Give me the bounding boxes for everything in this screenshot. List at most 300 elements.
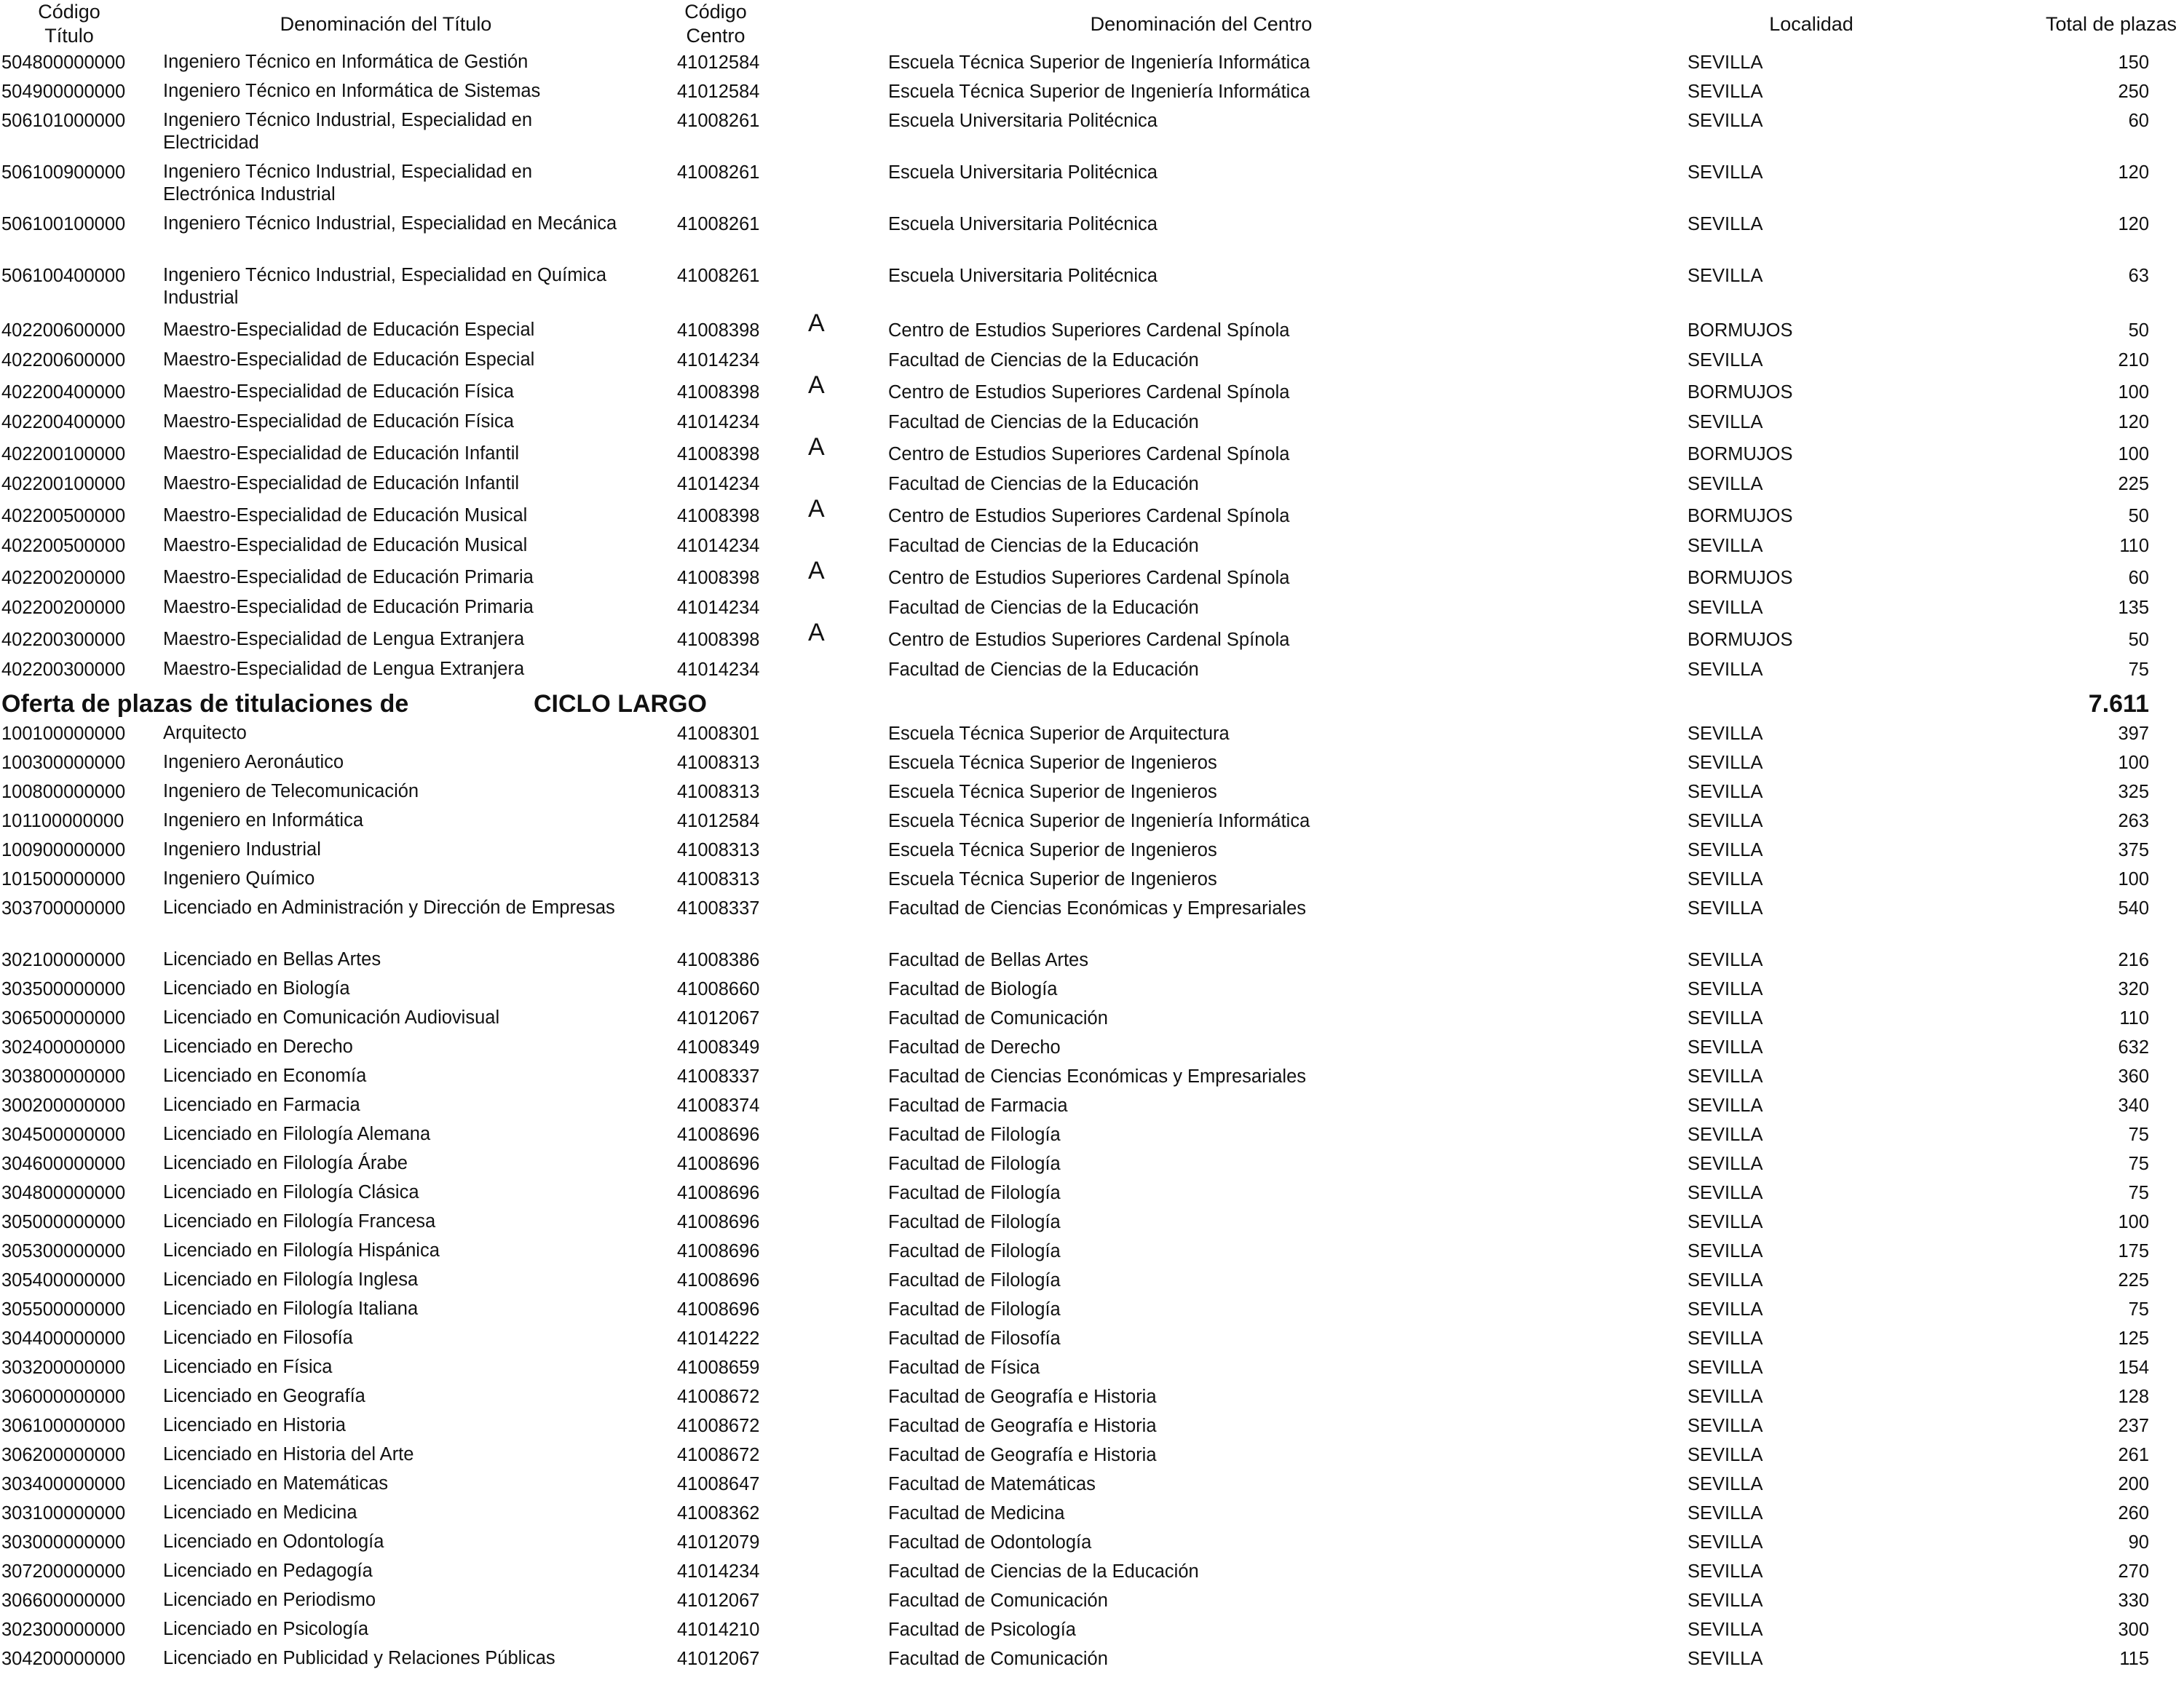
cell-denominacion-centro: Escuela Técnica Superior de Ingeniería Informática (888, 82, 1310, 102)
cell-codigo-centro: 41014222 (677, 1328, 760, 1349)
cell-denominacion-centro: Facultad de Filología (888, 1212, 1061, 1232)
cell-denominacion-titulo: Maestro-Especialidad de Educación Especial (163, 349, 535, 370)
cell-denominacion-titulo: Maestro-Especialidad de Educación Primaria (163, 567, 534, 587)
cell-total-plazas: 225 (2118, 474, 2149, 494)
table-row (0, 780, 2184, 809)
cell-codigo-titulo: 303500000000 (1, 979, 126, 999)
cell-codigo-titulo: 300200000000 (1, 1095, 126, 1116)
cell-total-plazas: 60 (2128, 111, 2149, 131)
cell-total-plazas: 100 (2118, 444, 2149, 464)
cell-codigo-centro: 41008261 (677, 111, 760, 131)
cell-total-plazas: 50 (2128, 320, 2149, 341)
cell-codigo-centro: 41008696 (677, 1241, 760, 1261)
table-row (0, 948, 2184, 978)
cell-codigo-centro: 41014234 (677, 474, 760, 494)
cell-codigo-centro: 41008313 (677, 869, 760, 889)
cell-localidad: BORMUJOS (1688, 506, 1793, 526)
cell-codigo-centro: 41014234 (677, 1561, 760, 1582)
cell-localidad: SEVILLA (1688, 111, 1763, 131)
cell-codigo-titulo: 304200000000 (1, 1649, 126, 1669)
table-row (0, 1356, 2184, 1385)
cell-denominacion-titulo: Maestro-Especialidad de Educación Infantil (163, 443, 520, 464)
cell-codigo-centro: 41008647 (677, 1474, 760, 1494)
cell-denominacion-centro: Facultad de Ciencias de la Educación (888, 598, 1199, 618)
cell-denominacion-titulo: Maestro-Especialidad de Educación Musical (163, 535, 528, 555)
cell-denominacion-centro: Escuela Universitaria Politécnica (888, 214, 1158, 234)
cell-total-plazas: 75 (2128, 659, 2149, 680)
cell-denominacion-centro: Facultad de Filosofía (888, 1328, 1061, 1349)
cell-codigo-titulo: 100900000000 (1, 840, 126, 860)
section-heading-ciclo-largo (0, 687, 2184, 722)
cell-denominacion-titulo: Maestro-Especialidad de Lengua Extranjera (163, 629, 525, 649)
cell-codigo-centro: 41008398 (677, 444, 760, 464)
cell-codigo-titulo: 402200600000 (1, 350, 126, 371)
table-row (0, 1152, 2184, 1181)
cell-codigo-titulo: 302300000000 (1, 1620, 126, 1640)
cell-localidad: SEVILLA (1688, 598, 1763, 618)
cell-codigo-centro: 41008362 (677, 1503, 760, 1523)
cell-localidad: SEVILLA (1688, 1561, 1763, 1582)
cell-denominacion-centro: Facultad de Filología (888, 1183, 1061, 1203)
cell-codigo-titulo: 303000000000 (1, 1532, 126, 1553)
cell-codigo-titulo: 306200000000 (1, 1445, 126, 1465)
table-row (0, 433, 2184, 472)
cell-codigo-centro: 41008672 (677, 1387, 760, 1407)
cell-codigo-centro: 41008398 (677, 506, 760, 526)
cell-denominacion-centro: Centro de Estudios Superiores Cardenal Spínola (888, 506, 1290, 526)
cell-denominacion-centro: Facultad de Ciencias de la Educación (888, 350, 1199, 371)
cell-denominacion-centro: Facultad de Geografía e Historia (888, 1387, 1157, 1407)
cell-denominacion-titulo: Maestro-Especialidad de Educación Musical (163, 505, 528, 526)
cell-codigo-titulo: 307200000000 (1, 1561, 126, 1582)
cell-total-plazas: 216 (2118, 950, 2149, 970)
cell-codigo-centro: 41008261 (677, 162, 760, 183)
cell-codigo-centro: 41008398 (677, 568, 760, 588)
cell-codigo-titulo: 402200200000 (1, 568, 126, 588)
table-row (0, 495, 2184, 534)
cell-total-plazas: 225 (2118, 1270, 2149, 1291)
cell-denominacion-centro: Facultad de Física (888, 1358, 1040, 1378)
cell-denominacion-titulo: Ingeniero Técnico Industrial, Especialidad en Mecánica (163, 213, 617, 234)
cell-localidad: SEVILLA (1688, 1066, 1763, 1087)
cell-codigo-centro: 41012584 (677, 52, 760, 73)
cell-localidad: SEVILLA (1688, 659, 1763, 680)
cell-codigo-centro: 41008374 (677, 1095, 760, 1116)
cell-denominacion-titulo: Licenciado en Filología Clásica (163, 1182, 419, 1202)
cell-codigo-titulo: 100800000000 (1, 782, 126, 802)
table-row (0, 1443, 2184, 1473)
cell-denominacion-titulo: Licenciado en Periodismo (163, 1590, 376, 1610)
cell-total-plazas: 320 (2118, 979, 2149, 999)
cell-denominacion-titulo: Licenciado en Filología Francesa (163, 1211, 436, 1232)
table-row (0, 1240, 2184, 1269)
table-row (0, 80, 2184, 109)
cell-codigo-centro: 41008696 (677, 1212, 760, 1232)
table-row (0, 213, 2184, 264)
cell-denominacion-centro: Facultad de Derecho (888, 1037, 1061, 1058)
cell-codigo-titulo: 402200400000 (1, 382, 126, 403)
header-codigo-centro (668, 0, 763, 48)
table-row (0, 1094, 2184, 1123)
cell-localidad: SEVILLA (1688, 840, 1763, 860)
cell-denominacion-centro: Facultad de Ciencias de la Educación (888, 1561, 1199, 1582)
cell-total-plazas: 260 (2118, 1503, 2149, 1523)
section-total: 7.611 (2088, 690, 2149, 718)
cell-total-plazas: 300 (2118, 1620, 2149, 1640)
cell-codigo-titulo: 303800000000 (1, 1066, 126, 1087)
cell-denominacion-centro: Facultad de Filología (888, 1125, 1061, 1145)
cell-denominacion-centro: Facultad de Comunicación (888, 1649, 1108, 1669)
cell-codigo-titulo: 504800000000 (1, 52, 126, 73)
cell-codigo-centro: 41012584 (677, 82, 760, 102)
table-row (0, 1618, 2184, 1647)
cell-codigo-centro: 41014234 (677, 659, 760, 680)
cell-total-plazas: 90 (2128, 1532, 2149, 1553)
table-row (0, 349, 2184, 378)
cell-denominacion-titulo: Licenciado en Filosofía (163, 1328, 353, 1348)
cell-total-plazas: 210 (2118, 350, 2149, 371)
cell-codigo-centro: 41014234 (677, 598, 760, 618)
cell-localidad: SEVILLA (1688, 1299, 1763, 1320)
cell-localidad: SEVILLA (1688, 474, 1763, 494)
cell-denominacion-titulo: Ingeniero Técnico Industrial, Especialidad en Electrónica Industrial (163, 162, 533, 205)
cell-localidad: BORMUJOS (1688, 382, 1793, 403)
cell-centro-flag: A (808, 433, 825, 461)
cell-codigo-centro: 41014234 (677, 350, 760, 371)
cell-codigo-titulo: 402200300000 (1, 630, 126, 650)
cell-denominacion-titulo: Licenciado en Geografía (163, 1386, 365, 1406)
cell-total-plazas: 200 (2118, 1474, 2149, 1494)
table-row (0, 596, 2184, 625)
cell-denominacion-centro: Facultad de Bellas Artes (888, 950, 1088, 970)
table-row (0, 619, 2184, 658)
header-codigo-centro-line1: Código (684, 1, 747, 23)
cell-total-plazas: 340 (2118, 1095, 2149, 1116)
cell-localidad: SEVILLA (1688, 782, 1763, 802)
cell-total-plazas: 270 (2118, 1561, 2149, 1582)
cell-codigo-titulo: 304500000000 (1, 1125, 126, 1145)
cell-denominacion-centro: Escuela Técnica Superior de Ingeniería Informática (888, 52, 1310, 73)
cell-localidad: SEVILLA (1688, 1416, 1763, 1436)
cell-codigo-titulo: 504900000000 (1, 82, 126, 102)
cell-codigo-centro: 41008398 (677, 382, 760, 403)
cell-total-plazas: 250 (2118, 82, 2149, 102)
cell-total-plazas: 360 (2118, 1066, 2149, 1087)
cell-codigo-centro: 41012079 (677, 1532, 760, 1553)
cell-localidad: SEVILLA (1688, 753, 1763, 773)
table-row (0, 1123, 2184, 1152)
cell-total-plazas: 135 (2118, 598, 2149, 618)
table-row (0, 264, 2184, 316)
cell-denominacion-centro: Facultad de Filología (888, 1299, 1061, 1320)
cell-total-plazas: 75 (2128, 1299, 2149, 1320)
cell-codigo-centro: 41008672 (677, 1416, 760, 1436)
cell-codigo-titulo: 305300000000 (1, 1241, 126, 1261)
cell-denominacion-centro: Escuela Técnica Superior de Ingenieros (888, 840, 1217, 860)
cell-localidad: SEVILLA (1688, 214, 1763, 234)
table-row (0, 472, 2184, 502)
cell-denominacion-centro: Facultad de Geografía e Historia (888, 1416, 1157, 1436)
cell-total-plazas: 63 (2128, 266, 2149, 286)
cell-total-plazas: 237 (2118, 1416, 2149, 1436)
cell-codigo-titulo: 402200500000 (1, 536, 126, 556)
cell-total-plazas: 154 (2118, 1358, 2149, 1378)
cell-denominacion-titulo: Maestro-Especialidad de Educación Física (163, 411, 514, 432)
cell-total-plazas: 110 (2119, 1008, 2149, 1029)
cell-denominacion-titulo: Ingeniero Técnico Industrial, Especialidad en Química Industrial (163, 265, 607, 308)
cell-denominacion-centro: Centro de Estudios Superiores Cardenal Spínola (888, 630, 1290, 650)
cell-denominacion-centro: Facultad de Geografía e Historia (888, 1445, 1157, 1465)
cell-denominacion-titulo: Ingeniero Químico (163, 868, 315, 889)
cell-localidad: SEVILLA (1688, 869, 1763, 889)
cell-denominacion-titulo: Licenciado en Filología Alemana (163, 1124, 431, 1144)
cell-localidad: SEVILLA (1688, 1649, 1763, 1669)
cell-denominacion-titulo: Maestro-Especialidad de Educación Especial (163, 320, 535, 340)
cell-denominacion-centro: Escuela Universitaria Politécnica (888, 266, 1158, 286)
cell-localidad: BORMUJOS (1688, 444, 1793, 464)
cell-total-plazas: 125 (2118, 1328, 2149, 1349)
cell-localidad: SEVILLA (1688, 1387, 1763, 1407)
cell-codigo-titulo: 402200100000 (1, 444, 126, 464)
cell-codigo-centro: 41008313 (677, 753, 760, 773)
cell-centro-flag: A (808, 619, 825, 646)
table-row (0, 371, 2184, 411)
table-row (0, 1502, 2184, 1531)
cell-denominacion-titulo: Licenciado en Biología (163, 978, 350, 999)
cell-localidad: SEVILLA (1688, 1241, 1763, 1261)
cell-codigo-centro: 41008337 (677, 1066, 760, 1087)
cell-denominacion-centro: Facultad de Filología (888, 1270, 1061, 1291)
table-row (0, 1007, 2184, 1036)
cell-localidad: SEVILLA (1688, 1503, 1763, 1523)
cell-denominacion-centro: Facultad de Ciencias de la Educación (888, 536, 1199, 556)
cell-codigo-centro: 41008672 (677, 1445, 760, 1465)
cell-total-plazas: 325 (2118, 782, 2149, 802)
cell-denominacion-centro: Centro de Estudios Superiores Cardenal Spínola (888, 568, 1290, 588)
cell-denominacion-titulo: Ingeniero en Informática (163, 810, 363, 831)
cell-denominacion-centro: Facultad de Medicina (888, 1503, 1065, 1523)
cell-codigo-titulo: 304400000000 (1, 1328, 126, 1349)
cell-total-plazas: 100 (2118, 869, 2149, 889)
cell-localidad: SEVILLA (1688, 1532, 1763, 1553)
cell-total-plazas: 397 (2118, 724, 2149, 744)
cell-denominacion-titulo: Licenciado en Filología Italiana (163, 1299, 419, 1319)
cell-denominacion-centro: Facultad de Filología (888, 1241, 1061, 1261)
cell-denominacion-centro: Facultad de Comunicación (888, 1590, 1108, 1611)
cell-denominacion-titulo: Maestro-Especialidad de Lengua Extranjera (163, 659, 525, 679)
cell-localidad: SEVILLA (1688, 1037, 1763, 1058)
table-row (0, 1036, 2184, 1065)
table-row (0, 751, 2184, 780)
cell-codigo-titulo: 304600000000 (1, 1154, 126, 1174)
cell-codigo-centro: 41008337 (677, 898, 760, 919)
cell-denominacion-centro: Facultad de Biología (888, 979, 1058, 999)
cell-codigo-titulo: 402200300000 (1, 659, 126, 680)
cell-localidad: SEVILLA (1688, 412, 1763, 432)
section-label: Oferta de plazas de titulaciones de (1, 690, 409, 718)
header-denominacion-centro: Denominación del Centro (1090, 13, 1313, 35)
table-row (0, 411, 2184, 440)
cell-denominacion-centro: Facultad de Ciencias de la Educación (888, 474, 1199, 494)
cell-denominacion-titulo: Licenciado en Publicidad y Relaciones Públicas (163, 1648, 555, 1668)
cell-localidad: SEVILLA (1688, 1154, 1763, 1174)
table-row (0, 1327, 2184, 1356)
cell-total-plazas: 100 (2118, 382, 2149, 403)
cell-denominacion-titulo: Ingeniero Industrial (163, 839, 321, 860)
cell-denominacion-centro: Facultad de Ciencias de la Educación (888, 659, 1199, 680)
cell-denominacion-titulo: Licenciado en Farmacia (163, 1095, 360, 1115)
cell-codigo-titulo: 306600000000 (1, 1590, 126, 1611)
cell-localidad: SEVILLA (1688, 52, 1763, 73)
cell-codigo-titulo: 100100000000 (1, 724, 126, 744)
header-denominacion-titulo: Denominación del Título (280, 13, 492, 35)
cell-denominacion-centro: Centro de Estudios Superiores Cardenal Spínola (888, 382, 1290, 403)
cell-localidad: SEVILLA (1688, 1328, 1763, 1349)
header-codigo-titulo-line2: Título (44, 25, 94, 47)
cell-denominacion-titulo: Licenciado en Historia del Arte (163, 1444, 414, 1465)
cell-localidad: SEVILLA (1688, 1095, 1763, 1116)
cell-codigo-titulo: 303200000000 (1, 1358, 126, 1378)
cell-codigo-centro: 41008398 (677, 320, 760, 341)
cell-denominacion-centro: Facultad de Comunicación (888, 1008, 1108, 1029)
cell-codigo-titulo: 402200400000 (1, 412, 126, 432)
cell-centro-flag: A (808, 495, 825, 523)
table-row (0, 1298, 2184, 1327)
table-row (0, 1210, 2184, 1240)
table-row (0, 897, 2184, 948)
cell-codigo-centro: 41008386 (677, 950, 760, 970)
cell-codigo-centro: 41012067 (677, 1590, 760, 1611)
cell-denominacion-centro: Facultad de Psicología (888, 1620, 1076, 1640)
cell-localidad: SEVILLA (1688, 1212, 1763, 1232)
cell-codigo-titulo: 306100000000 (1, 1416, 126, 1436)
cell-denominacion-centro: Facultad de Odontología (888, 1532, 1092, 1553)
table-row (0, 809, 2184, 839)
cell-denominacion-titulo: Licenciado en Odontología (163, 1532, 384, 1552)
cell-localidad: SEVILLA (1688, 1270, 1763, 1291)
cell-total-plazas: 261 (2118, 1445, 2149, 1465)
cell-total-plazas: 115 (2119, 1649, 2149, 1669)
cell-codigo-centro: 41008696 (677, 1270, 760, 1291)
cell-codigo-titulo: 506100100000 (1, 214, 126, 234)
cell-denominacion-titulo: Arquitecto (163, 723, 247, 743)
cell-codigo-centro: 41008398 (677, 630, 760, 650)
cell-codigo-titulo: 306000000000 (1, 1387, 126, 1407)
cell-codigo-centro: 41012067 (677, 1649, 760, 1669)
cell-codigo-centro: 41008313 (677, 782, 760, 802)
cell-denominacion-titulo: Licenciado en Medicina (163, 1502, 357, 1523)
cell-denominacion-centro: Escuela Técnica Superior de Ingeniería Informática (888, 811, 1310, 831)
cell-denominacion-centro: Escuela Técnica Superior de Ingenieros (888, 782, 1217, 802)
cell-denominacion-titulo: Maestro-Especialidad de Educación Infantil (163, 473, 520, 494)
table-row (0, 534, 2184, 563)
cell-localidad: BORMUJOS (1688, 320, 1793, 341)
table-row (0, 658, 2184, 687)
cell-codigo-centro: 41012067 (677, 1008, 760, 1029)
cell-localidad: SEVILLA (1688, 898, 1763, 919)
cell-denominacion-titulo: Maestro-Especialidad de Educación Primaria (163, 597, 534, 617)
table-header (0, 0, 2184, 55)
cell-codigo-centro: 41008313 (677, 840, 760, 860)
table-row (0, 51, 2184, 80)
cell-codigo-titulo: 506100400000 (1, 266, 126, 286)
cell-total-plazas: 50 (2128, 630, 2149, 650)
cell-denominacion-titulo: Licenciado en Pedagogía (163, 1561, 373, 1581)
cell-total-plazas: 540 (2118, 898, 2149, 919)
cell-codigo-centro: 41012584 (677, 811, 760, 831)
cell-denominacion-centro: Centro de Estudios Superiores Cardenal Spínola (888, 320, 1290, 341)
cell-denominacion-titulo: Licenciado en Administración y Dirección de Empresas (163, 898, 615, 918)
cell-codigo-titulo: 506100900000 (1, 162, 126, 183)
cell-localidad: SEVILLA (1688, 1183, 1763, 1203)
table-row (0, 309, 2184, 349)
cell-codigo-centro: 41008261 (677, 266, 760, 286)
cell-centro-flag: A (808, 371, 825, 399)
cell-total-plazas: 128 (2118, 1387, 2149, 1407)
header-localidad: Localidad (1769, 13, 1853, 35)
table-row (0, 109, 2184, 161)
header-total-plazas: Total de plazas (2045, 13, 2177, 35)
cell-codigo-titulo: 506101000000 (1, 111, 126, 131)
cell-codigo-centro: 41008696 (677, 1299, 760, 1320)
table-row (0, 722, 2184, 751)
cell-denominacion-titulo: Ingeniero Aeronáutico (163, 752, 344, 772)
cell-localidad: SEVILLA (1688, 979, 1763, 999)
cell-localidad: SEVILLA (1688, 1474, 1763, 1494)
cell-localidad: SEVILLA (1688, 1358, 1763, 1378)
cell-codigo-titulo: 304800000000 (1, 1183, 126, 1203)
table-row (0, 868, 2184, 897)
cell-centro-flag: A (808, 309, 825, 337)
table-row (0, 1531, 2184, 1560)
table-row (0, 1560, 2184, 1589)
cell-codigo-centro: 41008696 (677, 1183, 760, 1203)
table-row (0, 1589, 2184, 1618)
cell-denominacion-centro: Escuela Técnica Superior de Arquitectura (888, 724, 1230, 744)
cell-codigo-titulo: 100300000000 (1, 753, 126, 773)
cell-total-plazas: 175 (2118, 1241, 2149, 1261)
cell-codigo-titulo: 402200500000 (1, 506, 126, 526)
cell-total-plazas: 50 (2128, 506, 2149, 526)
cell-localidad: SEVILLA (1688, 536, 1763, 556)
cell-denominacion-titulo: Ingeniero Técnico en Informática de Gestión (163, 52, 529, 72)
cell-codigo-titulo: 305400000000 (1, 1270, 126, 1291)
cell-denominacion-titulo: Licenciado en Psicología (163, 1619, 369, 1639)
cell-total-plazas: 120 (2118, 162, 2149, 183)
cell-denominacion-titulo: Ingeniero Técnico Industrial, Especialidad en Electricidad (163, 110, 533, 153)
cell-denominacion-centro: Facultad de Filología (888, 1154, 1061, 1174)
cell-localidad: SEVILLA (1688, 724, 1763, 744)
cell-localidad: SEVILLA (1688, 350, 1763, 371)
table-row (0, 1414, 2184, 1443)
section-cycle: CICLO LARGO (534, 690, 707, 718)
header-codigo-centro-line2: Centro (686, 25, 745, 47)
cell-denominacion-centro: Centro de Estudios Superiores Cardenal Spínola (888, 444, 1290, 464)
cell-total-plazas: 75 (2128, 1154, 2149, 1174)
cell-denominacion-centro: Escuela Técnica Superior de Ingenieros (888, 753, 1217, 773)
cell-codigo-centro: 41008261 (677, 214, 760, 234)
cell-total-plazas: 100 (2118, 1212, 2149, 1232)
cell-total-plazas: 263 (2118, 811, 2149, 831)
cell-codigo-centro: 41008696 (677, 1125, 760, 1145)
cell-total-plazas: 375 (2118, 840, 2149, 860)
header-codigo-titulo (22, 0, 116, 48)
header-codigo-titulo-line1: Código (38, 1, 100, 23)
cell-localidad: SEVILLA (1688, 1445, 1763, 1465)
cell-total-plazas: 100 (2118, 753, 2149, 773)
cell-codigo-titulo: 302400000000 (1, 1037, 126, 1058)
cell-codigo-centro: 41008659 (677, 1358, 760, 1378)
